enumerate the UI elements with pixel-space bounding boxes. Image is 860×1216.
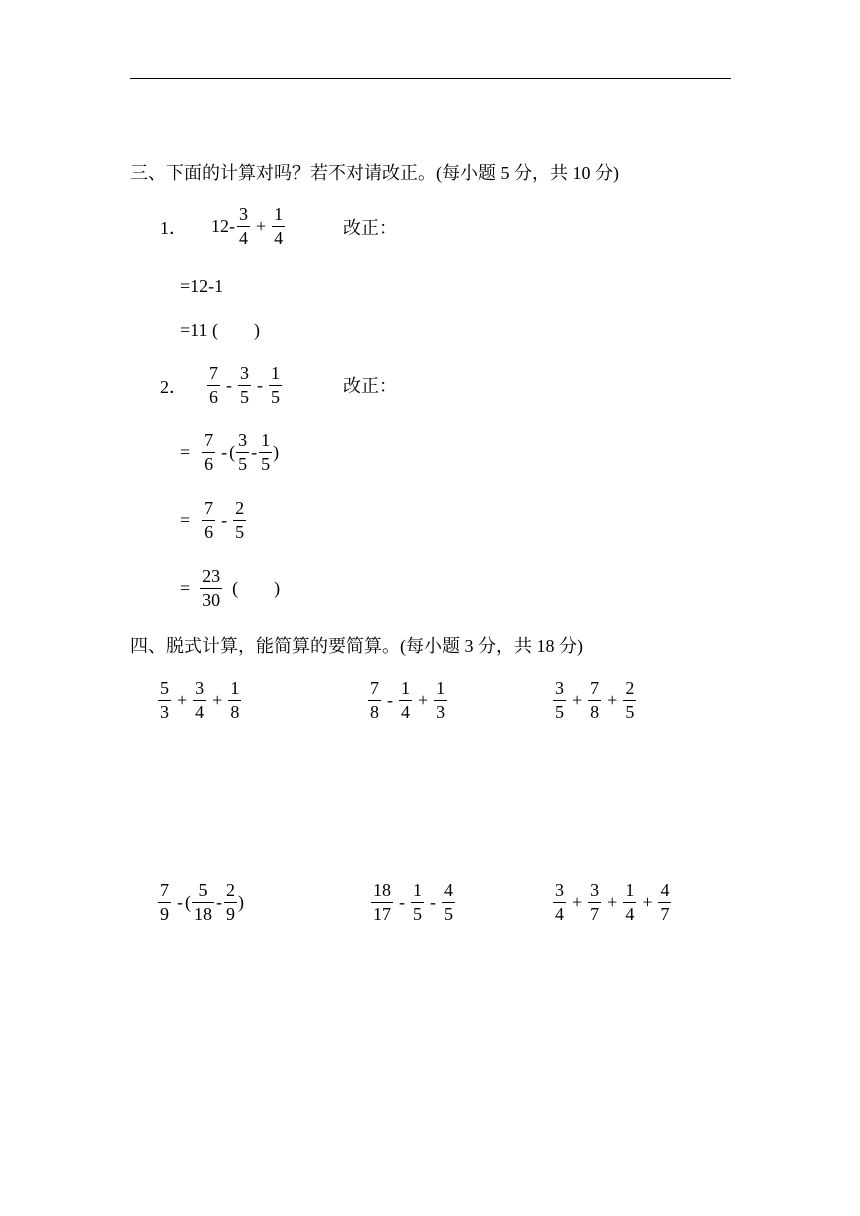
q2-fix-label: 改正： (343, 376, 397, 396)
q2-step-1 (180, 430, 279, 475)
left-paren: ( (185, 892, 191, 912)
p6-fraction-d: $\frac{4}{7}$ (660, 880, 670, 924)
problem-1 (156, 678, 243, 723)
q1-step-2: =11 ( ) (180, 320, 260, 340)
problem-6 (551, 880, 673, 925)
problem-4 (156, 880, 244, 925)
p1-fraction-a: $\frac{5}{3}$ (160, 678, 169, 722)
section-3-title: 三、下面的计算对吗？若不对请改正。(每小题 5 分，共 10 分) (130, 163, 619, 183)
minus-sign: - (387, 690, 393, 710)
equals-sign: = (180, 578, 191, 598)
plus-sign: + (642, 892, 653, 912)
equals-sign: = (180, 442, 191, 462)
q2-step-3 (180, 566, 280, 611)
minus-sign: - (430, 892, 436, 912)
plus-sign: + (572, 690, 583, 710)
p6-fraction-b: $\frac{3}{7}$ (590, 880, 600, 924)
minus-sign: - (221, 510, 228, 530)
p5-fraction-a: $\frac{18}{17}$ (373, 880, 391, 924)
section-4-title: 四、脱式计算，能简算的要简算。(每小题 3 分，共 18 分) (130, 636, 583, 656)
q2-expression (160, 363, 284, 408)
left-paren: ( (229, 442, 236, 462)
plus-sign: + (418, 690, 429, 710)
plus-sign: + (212, 690, 223, 710)
q1-fix-label: 改正： (343, 218, 397, 238)
q2-fraction-3: $\frac{1}{5}$ (271, 363, 280, 407)
q1-fraction-2: $\frac{1}{4}$ (274, 204, 284, 248)
q2-number: 2． (160, 376, 187, 397)
answer-blank: ( ) (232, 578, 281, 598)
minus-sign: - (216, 892, 222, 912)
problem-2 (366, 678, 449, 723)
problem-3 (551, 678, 638, 723)
q2-fraction-2: $\frac{3}{5}$ (240, 363, 249, 407)
minus-sign: - (399, 892, 405, 912)
minus-sign: - (177, 892, 183, 912)
p3-fraction-a: $\frac{3}{5}$ (555, 678, 564, 722)
p2-fraction-a: $\frac{7}{8}$ (370, 678, 379, 722)
right-paren: ) (273, 442, 280, 462)
q2-step1-fraction-c: $\frac{1}{5}$ (261, 430, 271, 474)
q2-step1-fraction-a: $\frac{7}{6}$ (204, 430, 214, 474)
plus-sign: + (607, 690, 618, 710)
q1-number: 1． (160, 217, 187, 238)
right-paren: ) (238, 892, 244, 912)
p6-fraction-c: $\frac{1}{4}$ (625, 880, 635, 924)
q1-fraction-1: $\frac{3}{4}$ (239, 204, 248, 248)
q2-operator-1: - (226, 375, 232, 395)
p4-fraction-a: $\frac{7}{9}$ (160, 880, 169, 924)
p5-fraction-c: $\frac{4}{5}$ (444, 880, 453, 924)
p2-fraction-c: $\frac{1}{3}$ (436, 678, 446, 722)
p4-fraction-c: $\frac{2}{9}$ (226, 880, 235, 924)
p1-fraction-c: $\frac{1}{8}$ (230, 678, 240, 722)
q1-expression (160, 204, 287, 249)
q1-operator: + (256, 216, 267, 236)
p6-fraction-a: $\frac{3}{4}$ (555, 880, 564, 924)
q2-fraction-1: $\frac{7}{6}$ (209, 363, 218, 407)
p3-fraction-c: $\frac{2}{5}$ (625, 678, 635, 722)
q2-operator-2: - (257, 375, 263, 395)
q2-step2-fraction-b: $\frac{2}{5}$ (235, 498, 245, 542)
p1-fraction-b: $\frac{3}{4}$ (195, 678, 205, 722)
q2-step-2 (180, 498, 248, 543)
p5-fraction-b: $\frac{1}{5}$ (413, 880, 422, 924)
p3-fraction-b: $\frac{7}{8}$ (590, 678, 600, 722)
problem-5 (369, 880, 457, 925)
p4-fraction-b: $\frac{5}{18}$ (194, 880, 212, 924)
q1-step-1: =12-1 (180, 276, 224, 296)
minus-sign: - (221, 442, 228, 462)
q2-step1-fraction-b: $\frac{3}{5}$ (238, 430, 248, 474)
minus-sign: - (251, 442, 258, 462)
q2-step3-fraction: $\frac{23}{30}$ (202, 566, 221, 610)
plus-sign: + (607, 892, 618, 912)
p2-fraction-b: $\frac{1}{4}$ (401, 678, 410, 722)
q1-prefix: 12- (211, 216, 235, 236)
header-rule (130, 78, 731, 79)
plus-sign: + (177, 690, 188, 710)
q2-step2-fraction-a: $\frac{7}{6}$ (204, 498, 214, 542)
plus-sign: + (572, 892, 583, 912)
equals-sign: = (180, 510, 191, 530)
